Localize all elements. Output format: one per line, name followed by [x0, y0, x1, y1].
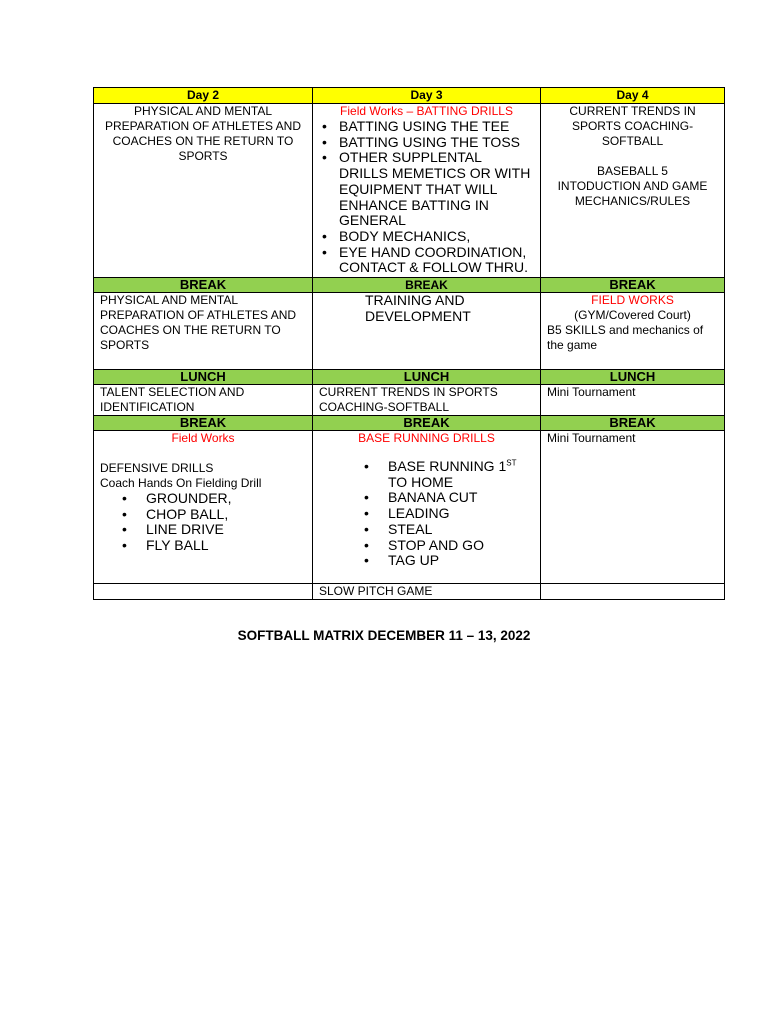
- day-header-row: [94, 88, 725, 104]
- softball-matrix-table: [93, 87, 725, 600]
- day2-session-4: [94, 431, 313, 584]
- base-running-first-text: BASE RUNNING 1: [388, 458, 507, 474]
- day2-session-3: TALENT SELECTION AND IDENTIFICATION: [94, 385, 313, 416]
- text-line: SPORTS COACHING-: [571, 119, 694, 133]
- session-row-4: [94, 431, 725, 584]
- break-label: BREAK: [94, 416, 313, 431]
- lunch-label: LUNCH: [541, 370, 725, 385]
- list-item: • CHOP BALL,: [146, 507, 306, 523]
- venue-label: (GYM/Covered Court): [574, 308, 691, 322]
- day4-session-1: [541, 104, 725, 278]
- text-line: SPORTS: [178, 149, 228, 163]
- defensive-drills-label: DEFENSIVE DRILLS: [100, 461, 214, 475]
- base-running-title: BASE RUNNING DRILLS: [358, 431, 495, 445]
- list-item: • BATTING USING THE TEE: [339, 119, 534, 135]
- session-row-1: [94, 104, 725, 278]
- batting-drills-list: [319, 119, 534, 276]
- day3-session-5: SLOW PITCH GAME: [313, 584, 541, 600]
- day2-session-1: [94, 104, 313, 278]
- day4-session-4: Mini Tournament: [541, 431, 725, 584]
- list-item: • GROUNDER,: [146, 491, 306, 507]
- lunch-label: LUNCH: [94, 370, 313, 385]
- break-row-2: [94, 416, 725, 431]
- list-item: [388, 459, 534, 490]
- text-line: PHYSICAL AND MENTAL: [133, 104, 273, 118]
- day2-header: Day 2: [94, 88, 313, 104]
- day3-session-2: [313, 293, 541, 370]
- list-item: • BATTING USING THE TOSS: [339, 135, 534, 151]
- text-line: PREPARATION OF ATHLETES AND: [104, 119, 302, 133]
- day4-session-5: [541, 584, 725, 600]
- session-row-3: [94, 385, 725, 416]
- text-line: CURRENT TRENDS IN: [569, 104, 696, 118]
- day3-session-4: [313, 431, 541, 584]
- day4-session-3: Mini Tournament: [541, 385, 725, 416]
- fielding-drill-list: [100, 491, 306, 554]
- field-works-title: FIELD WORKS: [591, 293, 674, 307]
- b5-skills-text: B5 SKILLS and mechanics of the game: [547, 323, 704, 352]
- text-line: MECHANICS/RULES: [574, 194, 691, 208]
- list-item: • OTHER SUPPLENTAL DRILLS MEMETICS OR WITH EQUIPMENT THAT WILL ENHANCE BATTING IN GENERAL: [339, 150, 534, 229]
- list-item: • LEADING: [388, 506, 534, 522]
- ordinal-suffix: ST: [506, 458, 517, 468]
- base-running-list: [319, 459, 534, 569]
- break-label: BREAK: [313, 416, 541, 431]
- break-label: BREAK: [94, 278, 313, 293]
- break-label: BREAK: [541, 278, 725, 293]
- list-item: • STEAL: [388, 522, 534, 538]
- lunch-row: [94, 370, 725, 385]
- base-running-first-suffix: TO HOME: [388, 473, 454, 490]
- break-label: BREAK: [541, 416, 725, 431]
- lunch-label: LUNCH: [313, 370, 541, 385]
- text-line: SOFTBALL: [601, 134, 664, 148]
- break-row-1: [94, 278, 725, 293]
- session-row-5: [94, 584, 725, 600]
- list-item: • LINE DRIVE: [146, 522, 306, 538]
- text-line: TRAINING AND: [365, 292, 465, 308]
- matrix-caption: SOFTBALL MATRIX DECEMBER 11 – 13, 2022: [237, 628, 531, 643]
- text-line: INTODUCTION AND GAME: [557, 179, 708, 193]
- list-item: • FLY BALL: [146, 538, 306, 554]
- day3-header: Day 3: [313, 88, 541, 104]
- text-line: BASEBALL 5: [597, 164, 668, 178]
- text-line: COACHES ON THE RETURN TO: [112, 134, 294, 148]
- list-item: • STOP AND GO: [388, 538, 534, 554]
- fielding-drill-label: Coach Hands On Fielding Drill: [100, 476, 262, 490]
- list-item: • BODY MECHANICS,: [339, 229, 534, 245]
- list-item: • BANANA CUT: [388, 490, 534, 506]
- text-line: DEVELOPMENT: [365, 307, 471, 324]
- list-item: • EYE HAND COORDINATION, CONTACT & FOLLOW THRU.: [339, 245, 534, 276]
- day2-session-5: [94, 584, 313, 600]
- session-row-2: [94, 293, 725, 370]
- day3-session-3: CURRENT TRENDS IN SPORTS COACHING-SOFTBALL: [313, 385, 541, 416]
- list-item: • TAG UP: [388, 553, 534, 569]
- batting-drills-title: Field Works – BATTING DRILLS: [340, 104, 513, 118]
- field-works-title: Field Works: [171, 431, 235, 445]
- break-label: BREAK: [313, 278, 541, 293]
- day2-session-2: PHYSICAL AND MENTAL PREPARATION OF ATHLETES AND COACHES ON THE RETURN TO SPORTS: [94, 293, 313, 370]
- day4-session-2: [541, 293, 725, 370]
- day4-header: Day 4: [541, 88, 725, 104]
- day3-session-1: [313, 104, 541, 278]
